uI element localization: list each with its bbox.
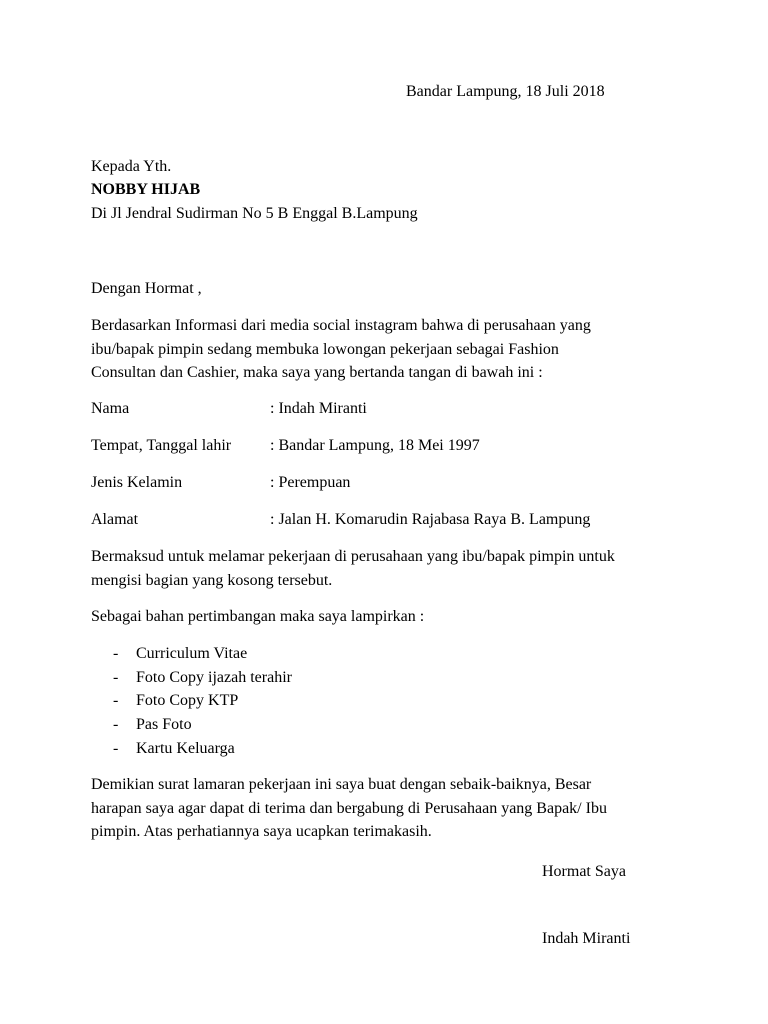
list-bullet: - (113, 692, 119, 710)
list-bullet: - (113, 739, 119, 757)
field-label-gender: Jenis Kelamin (91, 474, 183, 491)
closing-line: Demikian surat lamaran pekerjaan ini saya buat dengan sebaik-baiknya, Besar (91, 776, 592, 793)
list-item-text: Foto Copy ijazah terahir (136, 668, 292, 686)
intro-line: ibu/bapak pimpin sedang membuka lowongan pekerjaan sebagai Fashion (91, 340, 559, 358)
list-item-text: Foto Copy KTP (136, 692, 239, 710)
closing-paragraph (91, 773, 691, 844)
list-bullet: - (113, 668, 119, 686)
purpose-line: Bermaksud untuk melamar pekerjaan di perusahaan yang ibu/bapak pimpin untuk (91, 548, 615, 565)
field-value-gender: : Perempuan (270, 474, 351, 491)
recipient-name: NOBBY HIJAB (91, 181, 201, 198)
signoff: Hormat Saya (542, 863, 626, 880)
field-value-name: : Indah Miranti (270, 400, 367, 417)
signatory-name: Indah Miranti (542, 930, 631, 947)
list-bullet: - (113, 716, 119, 734)
greeting: Dengan Hormat , (91, 280, 202, 297)
intro-line: Berdasarkan Informasi dari media social instagram bahwa di perusahaan yang (91, 317, 591, 334)
field-label-address: Alamat (91, 511, 139, 528)
list-item-text: Curriculum Vitae (136, 645, 248, 662)
intro-line: Consultan dan Cashier, maka saya yang bertanda tangan di bawah ini : (91, 364, 543, 381)
list-item-text: Pas Foto (136, 716, 192, 734)
purpose-paragraph (91, 545, 691, 592)
field-value-address: : Jalan H. Komarudin Rajabasa Raya B. Lampung (270, 511, 591, 528)
attachments-intro: Sebagai bahan pertimbangan maka saya lampirkan : (91, 608, 425, 625)
closing-line: pimpin. Atas perhatiannya saya ucapkan terimakasih. (91, 823, 432, 840)
field-label-name: Nama (91, 400, 130, 417)
place-date: Bandar Lampung, 18 Juli 2018 (406, 83, 605, 100)
purpose-line: mengisi bagian yang kosong tersebut. (91, 571, 333, 589)
field-label-birth: Tempat, Tanggal lahir (91, 437, 232, 454)
intro-paragraph (91, 314, 691, 385)
closing-line: harapan saya agar dapat di terima dan bergabung di Perusahaan yang Bapak/ Ibu (91, 799, 607, 817)
recipient-salutation: Kepada Yth. (91, 158, 172, 175)
list-item-text: Kartu Keluarga (136, 739, 235, 757)
field-value-birth: : Bandar Lampung, 18 Mei 1997 (270, 437, 480, 454)
list-bullet: - (113, 645, 119, 662)
recipient-address: Di Jl Jendral Sudirman No 5 B Enggal B.Lampung (91, 205, 418, 222)
